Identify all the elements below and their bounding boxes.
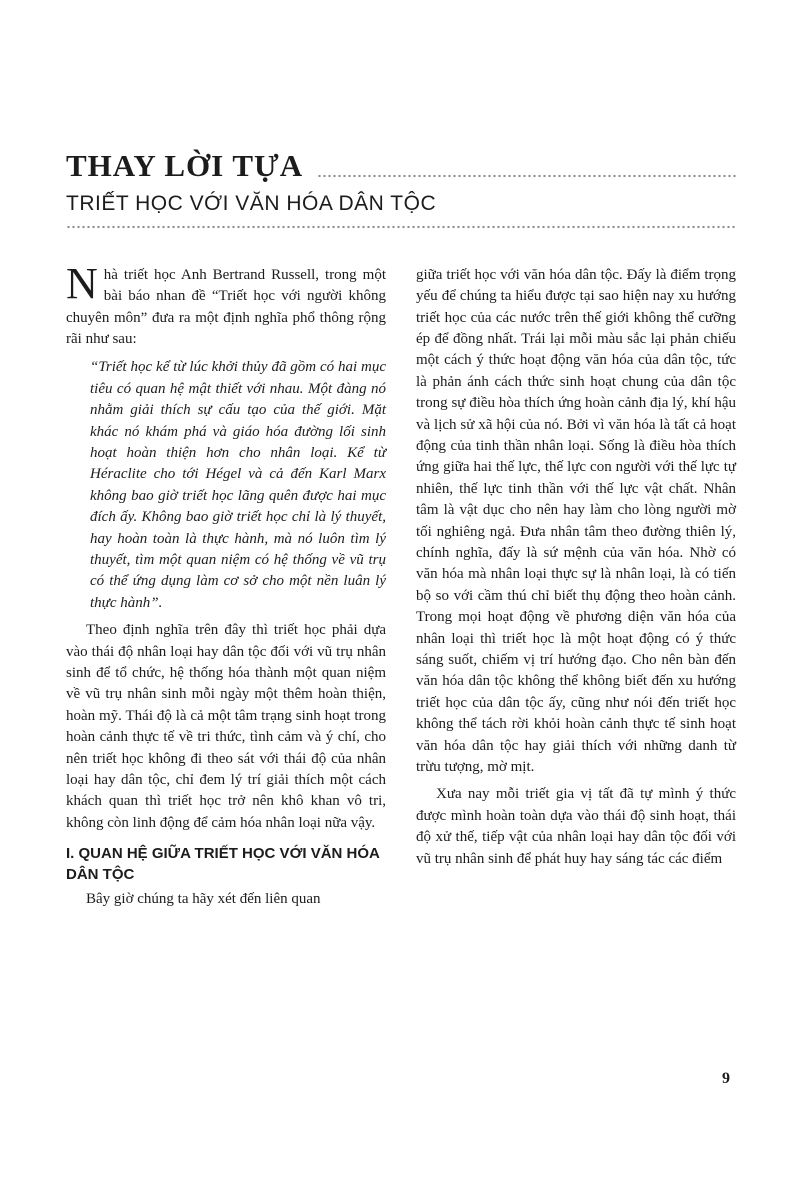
title-row	[66, 150, 736, 183]
opening-paragraph	[66, 258, 386, 351]
dotted-leader-line	[317, 174, 736, 178]
page-number: 9	[722, 1070, 730, 1087]
block-quote: “Triết học kể từ lúc khởi thủy đã gồm có hai mục tiêu có quan hệ mật thiết với nhau. Một đàng nó nhằm giải thích sự cấu tạo của thế giới. Mặt khác nó khám phá và giáo hóa đường lối sinh hoạt hoàn thiện hơn cho nhân loại. Kể từ Héraclite cho tới Hégel và cả đến Karl Marx không bao giờ triết học lãng quên được hai mục đích ấy. Không bao giờ triết học chỉ là lý thuyết, hay hoàn toàn là thực hành, mà nó luôn tìm lý thuyết, tìm một quan niệm có hệ thống về vũ trụ có thể ứng dụng làm cơ sở cho một nền luân lý thực hành”.	[90, 359, 386, 611]
left-column	[66, 258, 386, 910]
chapter-header	[66, 150, 736, 229]
paragraph: giữa triết học với văn hóa dân tộc. Đấy là điểm trọng yếu để chúng ta hiểu được tại sao hiện nay xu hướng triết học của các nước trên thế giới không thể cưỡng ép để đồng nhất. Trái lại mỗi màu sắc lại phản chiếu một cách ý thức hoạt động văn hóa của dân tộc, tức là phản ánh cách thức sinh hoạt chung của dân tộc trong sự điều hòa thích ứng hoàn cảnh địa lý, khí hậu và lịch sử xã hội của nó. Bởi vì văn hóa là tất cả hoạt động của tinh thần nhân loại. Sống là điều hòa thích ứng giữa hai thế lực, thế lực con người với thế lực tự nhiên, thế lực tinh thần với thế lực vật chất. Nhân tâm là vật dục cho nên hay làm cho lòng người mờ tối nghiêng ngả. Đưa nhân tâm theo đường thiên lý, chính nghĩa, đấy là sứ mệnh của văn hóa. Nhờ có văn hóa mà nhân loại thực sự là nhân loại, là có tiến bộ so với cầm thú chỉ biết thụ động theo hoàn cảnh. Trong mọi hoạt động về phương diện văn hóa của nhân loại thì triết học là một hoạt động có ý thức sáng suốt, chiếm vị trí hướng đạo. Cho nên bàn đến văn hóa dân tộc không thể không biết đến xu hướng triết học của dân tộc ấy, cũng như nói đến triết học không thể tách rời khỏi hoàn cảnh thực tế sinh hoạt văn hóa dân tộc hay giải thích với những danh từ trừu tượng, mờ mịt.	[416, 266, 736, 776]
paragraph: Xưa nay mỗi triết gia vị tất đã tự mình ý thức được mình hoàn toàn dựa vào thái độ sinh hoạt, thái độ xử thế, tiếp vật của nhân loại hay dân tộc đối với vũ trụ nhân sinh để phát huy hay sáng tác các điểm	[416, 786, 736, 867]
drop-cap: N	[66, 258, 98, 308]
paragraph-text: hà triết học Anh Bertrand Russell, trong một bài báo nhan đề “Triết học với người không chuyên môn” đưa ra một định nghĩa phổ thông rộng rãi như sau:	[66, 266, 386, 347]
section-heading: I. QUAN HỆ GIỮA TRIẾT HỌC VỚI VĂN HÓA DÂN TỘC	[66, 845, 380, 883]
chapter-subtitle: TRIẾT HỌC VỚI VĂN HÓA DÂN TỘC	[66, 191, 437, 215]
dotted-rule	[66, 225, 736, 229]
paragraph: Bây giờ chúng ta hãy xét đến liên quan	[86, 890, 321, 907]
paragraph: Theo định nghĩa trên đây thì triết học phải dựa vào thái độ nhân loại hay dân tộc đối với vũ trụ nhân sinh để tổ chức, hệ thống hóa thành một quan niệm về vũ trụ nhân sinh mỗi ngày một thêm hoàn thiện, hoàn mỹ. Thái độ là cả một tâm trạng sinh hoạt trong hoàn cảnh thực tế về tri thức, tình cảm và ý chí, cho nên triết học không đi theo sát với thái độ của nhân loại hay dân tộc, chỉ đem lý trí giải thích một cách khách quan thì triết học trở nên khô khan vô tri, không còn linh động để cảm hóa nhân loại nữa vậy.	[66, 622, 386, 831]
body-text	[66, 258, 736, 910]
chapter-title: THAY LỜI TỰA	[66, 148, 304, 183]
right-column	[416, 265, 736, 910]
